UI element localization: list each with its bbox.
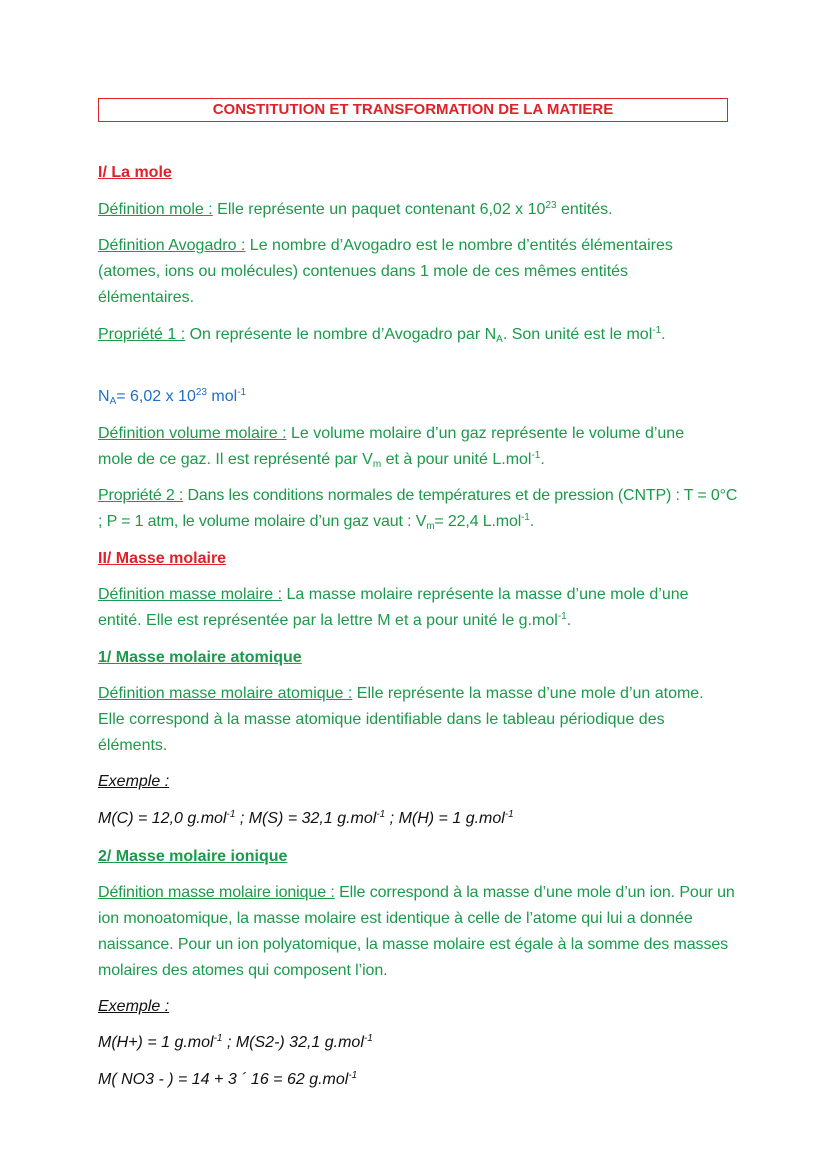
formula-part: ; M(S2-) 32,1 g.mol <box>222 1034 364 1051</box>
subscript: m <box>426 521 435 532</box>
definition-text: Le volume molaire d’un gaz représente le volume d’une mole de ce gaz. Il est représenté par V <box>98 425 685 468</box>
definition-label: Définition mole : <box>98 201 213 218</box>
subsection-heading-ionique: 2/ Masse molaire ionique <box>98 848 288 865</box>
exponent: -1 <box>531 450 541 461</box>
definition-avogadro <box>98 233 698 311</box>
property-text: . Son unité est le mol <box>502 326 653 343</box>
property-1 <box>98 322 698 348</box>
formula-part: M( NO3 - ) = 14 + 3 ´ 16 = 62 g.mol <box>98 1071 349 1088</box>
definition-masse-molaire-ionique <box>98 880 738 984</box>
definition-volume-molaire <box>98 421 718 473</box>
definition-text: Elle correspond à la masse d’une mole d’un ion. Pour un ion monoatomique, la masse molaire est identique à celle de l’atome qui lui a donnée naissance. Pour un ion polyatomique, la masse molaire est égale à la somme des masses molaires des atomes qui composent l’ion. <box>98 884 735 979</box>
exponent: -1 <box>237 387 247 398</box>
exponent: 23 <box>195 387 207 398</box>
definition-text: La masse molaire représente la masse d’une mole d’une entité. Elle est représentée par la lettre M et a pour unité le g.mol <box>98 586 689 629</box>
formula-part: M(C) = 12,0 g.mol <box>98 810 227 827</box>
example-formula-ionique-1 <box>98 1030 738 1056</box>
property-text: Dans les conditions normales de températures et de pression (CNTP) : T = 0°C ; P = 1 atm, le volume molaire d’un gaz vaut : V <box>98 487 738 530</box>
value: = 6,02 x 10 <box>116 388 196 405</box>
section-heading-masse-molaire: II/ Masse molaire <box>98 550 227 567</box>
exponent: -1 <box>504 809 514 820</box>
definition-masse-molaire-atomique <box>98 681 723 759</box>
exponent: -1 <box>363 1033 373 1044</box>
property-label: Propriété 1 : <box>98 326 186 343</box>
formula-part: M(H+) = 1 g.mol <box>98 1034 214 1051</box>
property-tail: . <box>661 326 666 343</box>
exponent: -1 <box>348 1070 358 1081</box>
definition-label: Définition masse molaire : <box>98 586 283 603</box>
exponent: -1 <box>557 611 567 622</box>
definition-tail: . <box>566 612 572 629</box>
definition-text: Elle représente la masse d’une mole d’un atome. Elle correspond à la masse atomique identifiable dans le tableau périodique des éléments. <box>98 685 704 754</box>
definition-label: Définition masse molaire ionique : <box>98 884 335 901</box>
subscript: m <box>372 459 382 470</box>
property-label: Propriété 2 : <box>98 487 184 504</box>
subscript: A <box>496 334 503 345</box>
symbol: N <box>98 388 110 405</box>
definition-mole <box>98 197 738 223</box>
example-formula-atomique <box>98 806 738 832</box>
exponent: -1 <box>226 809 236 820</box>
exponent: -1 <box>652 325 662 336</box>
exponent: -1 <box>376 809 386 820</box>
definition-text: Elle représente un paquet contenant 6,02 x 10 <box>212 201 546 218</box>
definition-text: et à pour unité L.mol <box>381 451 532 468</box>
formula-part: ; M(H) = 1 g.mol <box>385 810 505 827</box>
definition-masse-molaire <box>98 582 713 634</box>
unit: mol <box>206 388 238 405</box>
avogadro-constant <box>98 384 738 410</box>
definition-tail: . <box>540 451 545 468</box>
definition-text: Le nombre d’Avogadro est le nombre d’entités élémentaires (atomes, ions ou molécules) contenues dans 1 mole de ces mêmes entités élémentaires. <box>98 237 673 306</box>
exponent: -1 <box>521 512 530 523</box>
example-label: Exemple : <box>98 773 170 790</box>
definition-label: Définition Avogadro : <box>98 237 246 254</box>
formula-part: ; M(S) = 32,1 g.mol <box>235 810 377 827</box>
section-heading-mole: I/ La mole <box>98 164 172 181</box>
exponent: -1 <box>213 1033 223 1044</box>
subscript: A <box>109 396 117 407</box>
subsection-heading-atomique: 1/ Masse molaire atomique <box>98 649 302 666</box>
property-2 <box>98 483 738 535</box>
definition-label: Définition volume molaire : <box>98 425 287 442</box>
definition-label: Définition masse molaire atomique : <box>98 685 353 702</box>
property-tail: . <box>529 513 535 530</box>
document-title: CONSTITUTION ET TRANSFORMATION DE LA MATIERE <box>98 98 728 122</box>
example-formula-ionique-2 <box>98 1067 738 1093</box>
example-label: Exemple : <box>98 998 170 1015</box>
property-text: = 22,4 L.mol <box>434 513 522 530</box>
definition-tail: entités. <box>556 201 613 218</box>
exponent: 23 <box>545 200 557 211</box>
property-text: On représente le nombre d’Avogadro par N <box>185 326 497 343</box>
